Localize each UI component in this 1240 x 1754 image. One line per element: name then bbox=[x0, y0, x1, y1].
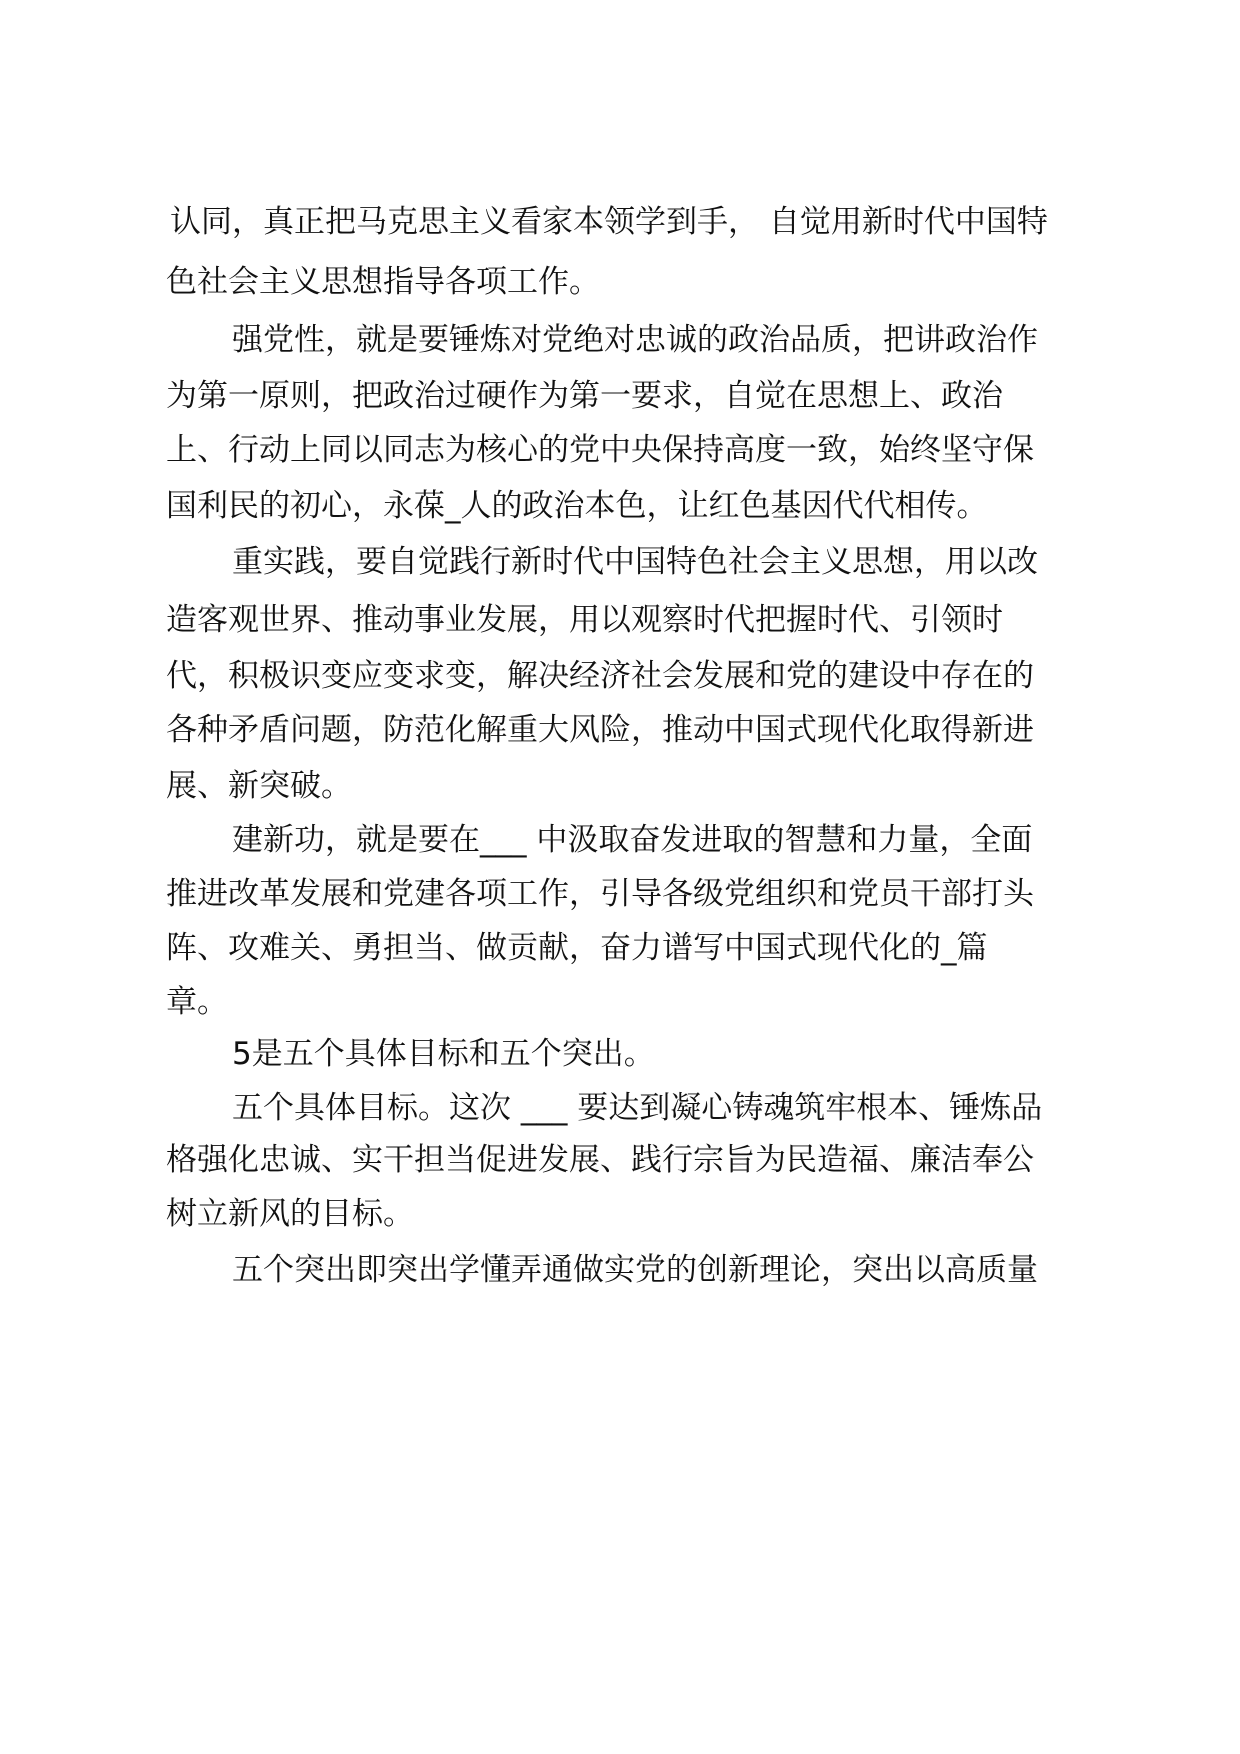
text-line: 树立新风的目标。 bbox=[166, 1196, 414, 1232]
text-line: 为第一原则，把政治过硬作为第一要求，自觉在思想上、政治 bbox=[166, 378, 1003, 414]
text-line: 认同，真正把马克思主义看家本领学到手， 自觉用新时代中国特 bbox=[170, 204, 1048, 240]
text-line: 展、新突破。 bbox=[166, 768, 352, 804]
text-line: 国利民的初心，永葆_人的政治本色，让红色基因代代相传。 bbox=[166, 488, 988, 524]
text-line: 章。 bbox=[166, 984, 228, 1020]
text-line: 色社会主义思想指导各项工作。 bbox=[166, 264, 600, 300]
text-line: 五个突出即突出学懂弄通做实党的创新理论，突出以高质量 bbox=[232, 1252, 1038, 1288]
text-line: 五个具体目标。这次 ___ 要达到凝心铸魂筑牢根本、锤炼品 bbox=[232, 1090, 1043, 1126]
text-line: 造客观世界、推动事业发展，用以观察时代把握时代、引领时 bbox=[166, 602, 1003, 638]
text-line: 格强化忠诚、实干担当促进发展、践行宗旨为民造福、廉洁奉公 bbox=[166, 1142, 1034, 1178]
text-line: 建新功，就是要在___ 中汲取奋发进取的智慧和力量，全面 bbox=[232, 822, 1033, 858]
text-line: 重实践，要自觉践行新时代中国特色社会主义思想，用以改 bbox=[232, 544, 1038, 580]
text-line: 各种矛盾问题，防范化解重大风险，推动中国式现代化取得新进 bbox=[166, 712, 1034, 748]
text-line: 5是五个具体目标和五个突出。 bbox=[232, 1036, 655, 1072]
text-line: 上、行动上同以同志为核心的党中央保持高度一致，始终坚守保 bbox=[166, 432, 1034, 468]
text-line: 强党性，就是要锤炼对党绝对忠诚的政治品质，把讲政治作 bbox=[232, 322, 1038, 358]
text-line: 代，积极识变应变求变，解决经济社会发展和党的建设中存在的 bbox=[166, 658, 1034, 694]
text-line: 阵、攻难关、勇担当、做贡献，奋力谱写中国式现代化的_篇 bbox=[166, 930, 988, 966]
text-line: 推进改革发展和党建各项工作，引导各级党组织和党员干部打头 bbox=[166, 876, 1034, 912]
